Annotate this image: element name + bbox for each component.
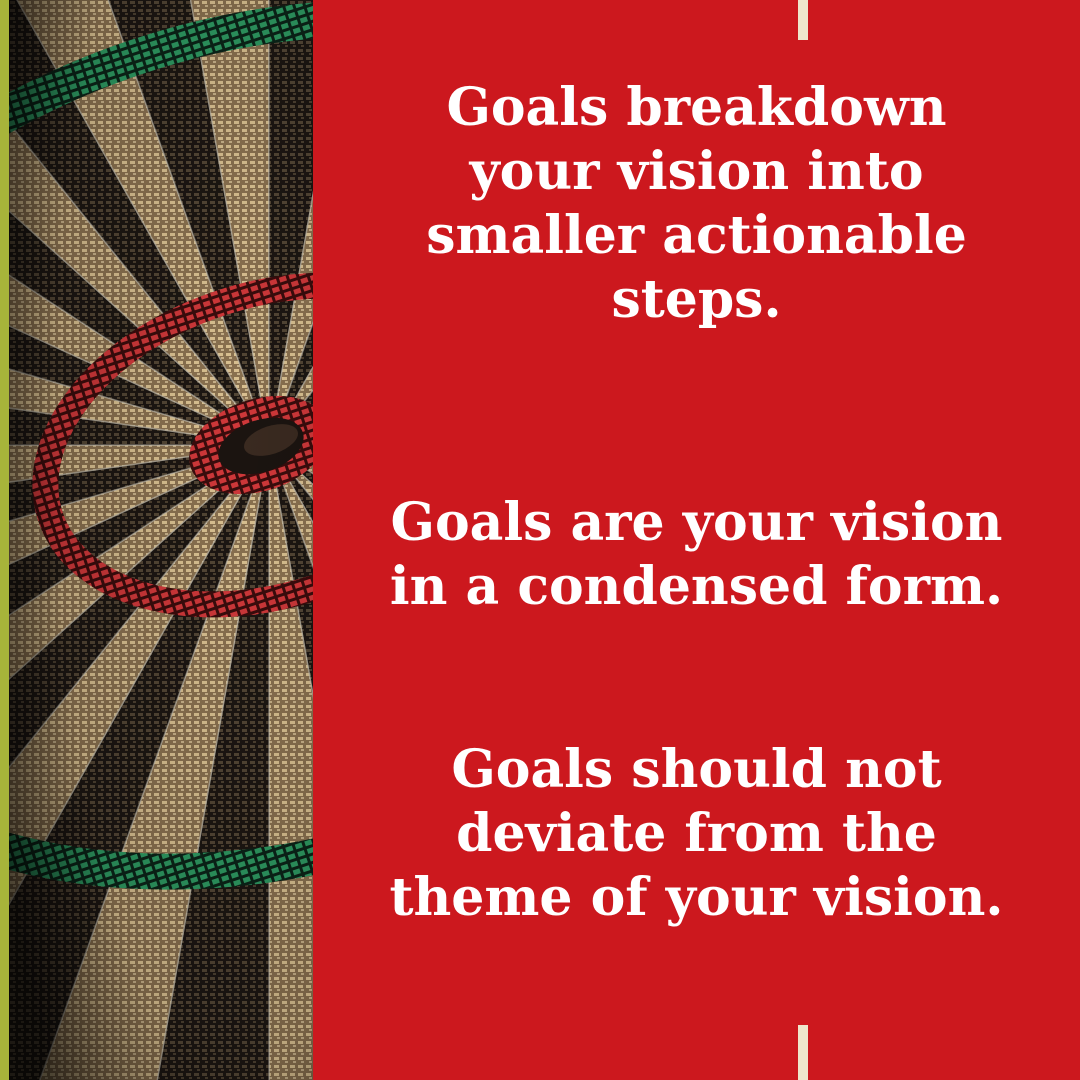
quote-line: deviate from the: [456, 803, 937, 864]
quote-line: Goals are your vision: [390, 492, 1003, 553]
quote-paragraph-2: [333, 491, 1060, 619]
quote-line: Goals should not: [451, 739, 942, 800]
quote-line: smaller actionable: [426, 205, 967, 266]
dartboard-photo: [9, 0, 313, 1080]
dartboard-image: [9, 0, 313, 1080]
decorative-bar-bottom: [798, 1025, 808, 1080]
quote-line: steps.: [611, 269, 782, 330]
quote-line: Goals breakdown: [446, 77, 947, 138]
quote-paragraph-3: [333, 738, 1060, 930]
quote-line: your vision into: [469, 141, 924, 202]
quote-line: in a condensed form.: [389, 556, 1004, 617]
accent-strip: [0, 0, 9, 1080]
quote-paragraph-1: [333, 76, 1060, 332]
decorative-bar-top: [798, 0, 808, 40]
quote-line: theme of your vision.: [389, 867, 1004, 928]
